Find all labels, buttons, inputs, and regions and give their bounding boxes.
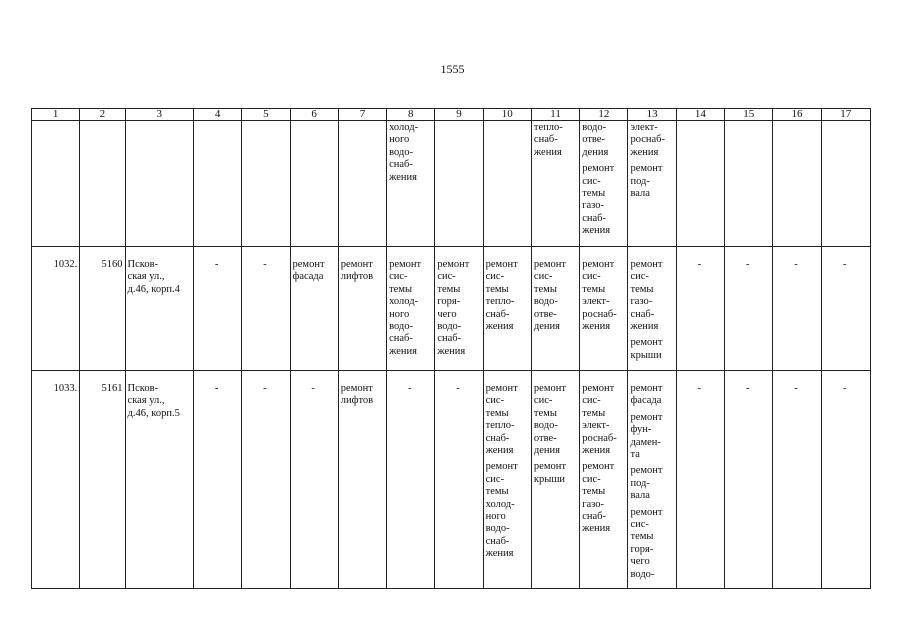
table-cell xyxy=(193,371,241,589)
cell-text: 1032. xyxy=(53,259,78,270)
cell-text: - xyxy=(214,383,219,394)
cell-text: ремонт сис- темы водо- отве- дения xyxy=(533,383,566,457)
table-cell xyxy=(725,371,773,589)
table-cell xyxy=(242,121,290,247)
table-cell xyxy=(193,121,241,247)
table-cell xyxy=(531,121,579,247)
table-cell xyxy=(676,121,724,247)
cell-text: - xyxy=(311,383,315,394)
cell-text: ремонт сис- темы элект- роснаб- жения xyxy=(582,383,617,457)
table-cell xyxy=(80,121,125,247)
table-cell xyxy=(32,371,80,589)
table-cell xyxy=(338,121,386,247)
table-cell xyxy=(435,247,483,371)
cell-text: 1033. xyxy=(53,383,78,394)
table-cell xyxy=(773,247,821,371)
cell-text: ремонт сис- темы холод- ного водо- снаб- жения xyxy=(485,461,518,560)
table-cell xyxy=(676,371,724,589)
cell-text: ремонт сис- темы газо- снаб- жения xyxy=(630,259,663,333)
page-number: 1555 xyxy=(440,62,465,76)
table-cell xyxy=(628,247,676,371)
cell-text: ремонт крыши xyxy=(630,337,663,361)
column-header: 7 xyxy=(338,109,386,121)
table-cell xyxy=(290,371,338,589)
table-cell xyxy=(580,371,628,589)
table-cell xyxy=(531,247,579,371)
column-header: 11 xyxy=(531,109,579,121)
cell-text: холод- ного водо- снаб- жения xyxy=(389,122,419,183)
table-cell xyxy=(32,247,80,371)
table-cell xyxy=(483,371,531,589)
repair-schedule-table xyxy=(31,108,871,589)
cell-text: ремонт лифтов xyxy=(340,259,374,283)
cell-text: - xyxy=(407,383,412,394)
cell-text: ремонт сис- темы холод- ного водо- снаб- жения xyxy=(389,259,422,357)
cell-text: ремонт сис- темы элект- роснаб- жения xyxy=(582,259,617,333)
table-cell xyxy=(821,121,870,247)
table-cell xyxy=(125,247,193,371)
column-number-row xyxy=(32,109,871,121)
table-cell xyxy=(242,247,290,371)
cell-text: - xyxy=(263,259,267,270)
table-row xyxy=(32,247,871,371)
column-header: 13 xyxy=(628,109,676,121)
column-header: 9 xyxy=(435,109,483,121)
cell-text: 5161 xyxy=(101,383,123,394)
cell-text: ремонт сис- темы водо- отве- дения xyxy=(533,259,566,333)
table-cell xyxy=(628,121,676,247)
column-header: 10 xyxy=(483,109,531,121)
column-header: 4 xyxy=(193,109,241,121)
cell-text: - xyxy=(697,383,702,394)
cell-text: Псков- ская ул., д.46, корп.5 xyxy=(127,383,180,419)
table-cell xyxy=(580,247,628,371)
cell-text: ремонт фун- дамен- та xyxy=(630,411,663,461)
table-cell xyxy=(483,247,531,371)
cell-text: - xyxy=(794,259,798,270)
cell-text: ремонт фасада xyxy=(630,383,663,407)
cell-text: - xyxy=(214,259,219,270)
cell-text: ремонт сис- темы тепло- снаб- жения xyxy=(485,259,518,333)
cell-text: ремонт сис- темы газо- снаб- жения xyxy=(582,461,615,535)
column-header: 14 xyxy=(676,109,724,121)
table-cell xyxy=(242,371,290,589)
column-header: 1 xyxy=(32,109,80,121)
table-cell xyxy=(193,247,241,371)
table-cell xyxy=(125,121,193,247)
column-header: 16 xyxy=(773,109,821,121)
cell-text: 5160 xyxy=(101,259,123,270)
cell-text: тепло- снаб- жения xyxy=(533,122,563,158)
cell-text: элект- роснаб- жения xyxy=(630,122,666,158)
table-cell xyxy=(580,121,628,247)
column-header: 6 xyxy=(290,109,338,121)
column-header: 15 xyxy=(725,109,773,121)
table-cell xyxy=(531,371,579,589)
cell-text: ремонт сис- темы горя- чего водо- снаб- жения xyxy=(437,259,470,357)
cell-text: Псков- ская ул., д.46, корп.4 xyxy=(127,259,180,295)
cell-text: ремонт фасада xyxy=(292,259,325,283)
column-header: 5 xyxy=(242,109,290,121)
table-cell xyxy=(387,371,435,589)
column-header: 17 xyxy=(821,109,870,121)
cell-text: - xyxy=(697,259,702,270)
table-cell xyxy=(773,371,821,589)
cell-text: ремонт сис- темы тепло- снаб- жения xyxy=(485,383,518,457)
cell-text: ремонт под- вала xyxy=(630,465,663,502)
table-cell xyxy=(338,247,386,371)
cell-text: - xyxy=(745,259,750,270)
cell-text: водо- отве- дения xyxy=(582,122,609,158)
table-cell xyxy=(80,247,125,371)
table-cell xyxy=(32,121,80,247)
table-row xyxy=(32,121,871,247)
cell-text: ремонт крыши xyxy=(533,461,566,485)
table-cell xyxy=(821,247,870,371)
cell-text: - xyxy=(843,383,847,394)
table-cell xyxy=(773,121,821,247)
table-cell xyxy=(725,247,773,371)
table-cell xyxy=(435,121,483,247)
cell-text: ремонт лифтов xyxy=(340,383,374,407)
cell-text: ремонт под- вала xyxy=(630,163,663,200)
cell-text: - xyxy=(794,383,798,394)
cell-text: - xyxy=(745,383,750,394)
table-cell xyxy=(125,371,193,589)
table-cell xyxy=(628,371,676,589)
cell-text: - xyxy=(843,259,847,270)
cell-text: - xyxy=(263,383,267,394)
cell-text: ремонт сис- темы газо- снаб- жения xyxy=(582,163,615,237)
table-cell xyxy=(80,371,125,589)
table-cell xyxy=(387,247,435,371)
column-header: 2 xyxy=(80,109,125,121)
column-header: 12 xyxy=(580,109,628,121)
table-cell xyxy=(290,121,338,247)
table-cell xyxy=(290,247,338,371)
table-cell xyxy=(725,121,773,247)
table-cell xyxy=(435,371,483,589)
cell-text: - xyxy=(456,383,460,394)
table-row xyxy=(32,371,871,589)
table-cell xyxy=(483,121,531,247)
table-cell xyxy=(821,371,870,589)
column-header: 8 xyxy=(387,109,435,121)
table-cell xyxy=(676,247,724,371)
column-header: 3 xyxy=(125,109,193,121)
table-cell xyxy=(338,371,386,589)
cell-text: ремонт сис- темы горя- чего водо- xyxy=(630,506,663,580)
table-cell xyxy=(387,121,435,247)
